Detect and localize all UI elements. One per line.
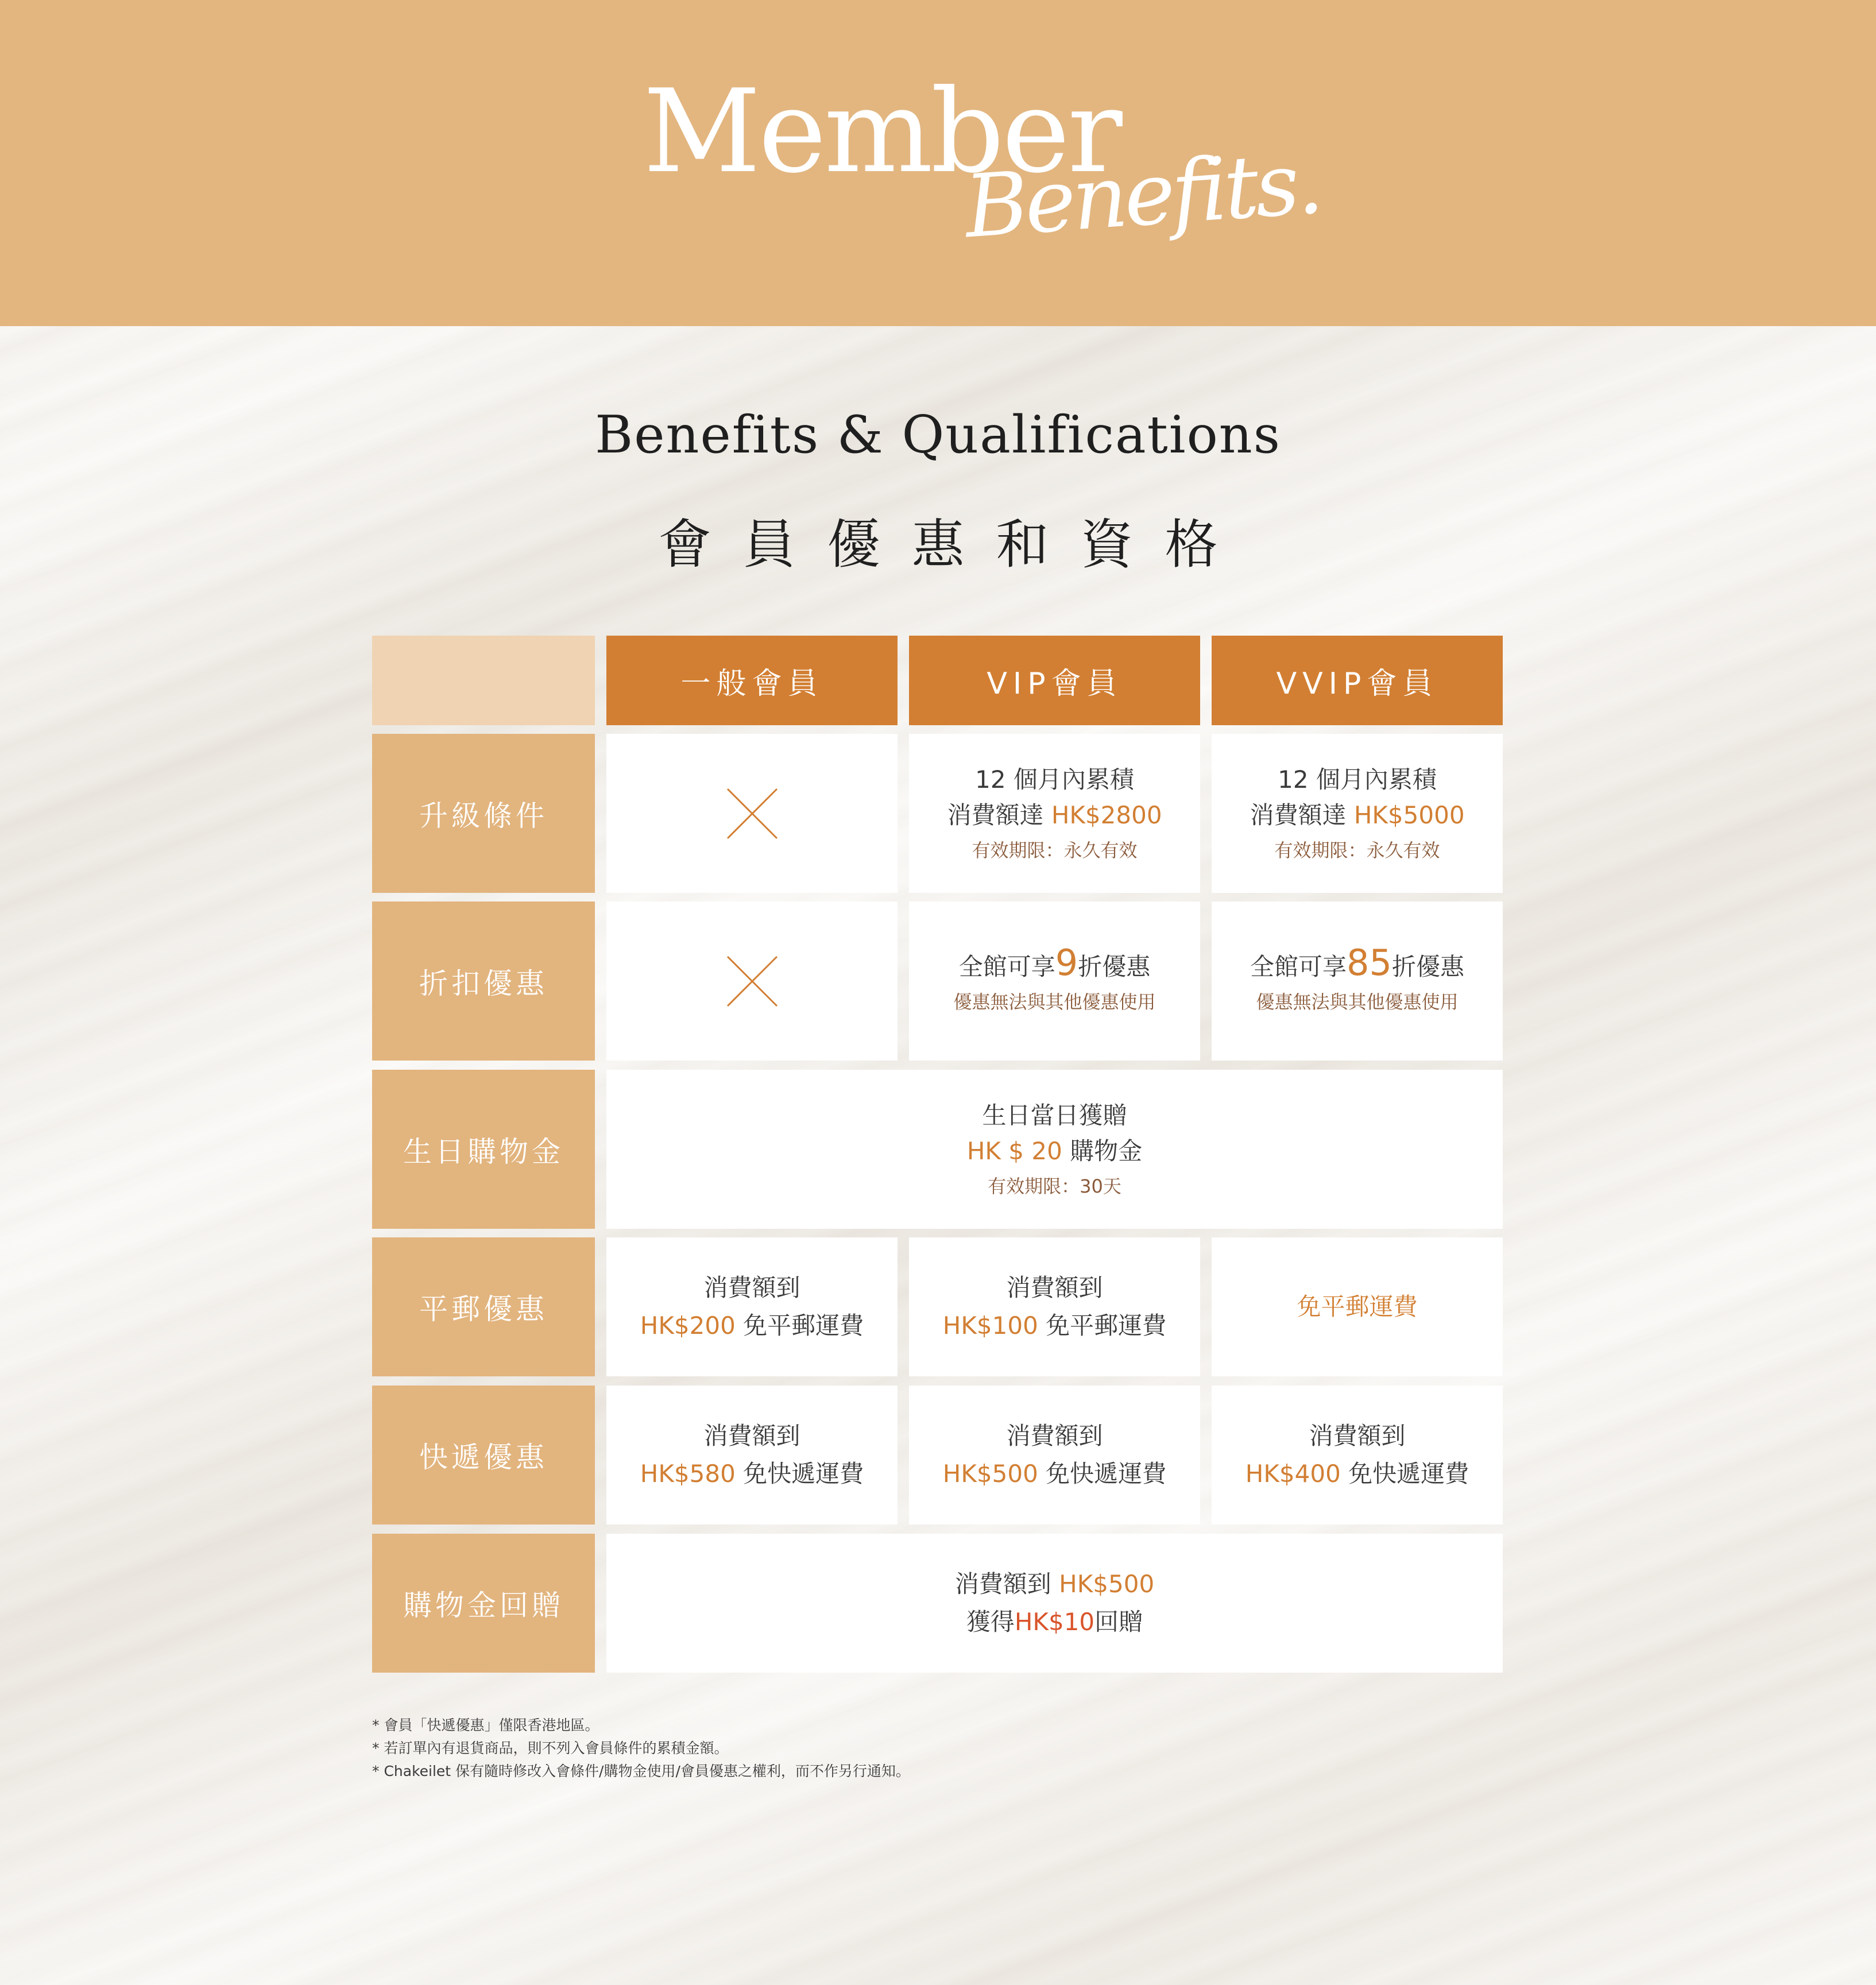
birthday-line1: 生日當日獲贈: [982, 1101, 1127, 1129]
express-vvip-amount: HK$400: [1245, 1460, 1341, 1488]
row-header-birthday: 生日購物金: [372, 1070, 595, 1229]
cell-discount-vvip: [1212, 901, 1503, 1061]
column-header-vip: VIP會員: [909, 636, 1200, 725]
mail-vip-line1: 消費額到: [1006, 1274, 1103, 1302]
cell-upgrade-general: [606, 734, 898, 893]
express-general-line2: HK$580 免快遞運費: [640, 1460, 864, 1488]
column-header-vvip: VVIP會員: [1212, 636, 1503, 725]
upgrade-vvip-note: 有效期限：永久有效: [1274, 839, 1440, 861]
cell-express-general: [606, 1386, 898, 1524]
discount-vip-note: 優惠無法與其他優惠使用: [953, 991, 1156, 1013]
cell-express-vvip: [1212, 1386, 1503, 1524]
discount-vvip-number: 85: [1347, 942, 1392, 984]
mail-vip-amount: HK$100: [942, 1311, 1038, 1340]
footnote-item: * Chakeilet 保有隨時修改入會條件/購物金使用/會員優惠之權利，而不作另行通知。: [372, 1763, 910, 1779]
upgrade-vip-amount: HK$2800: [1051, 800, 1162, 829]
express-vip-line1: 消費額到: [1006, 1422, 1103, 1450]
discount-vip-line: 全館可享9折優惠: [958, 942, 1151, 984]
cell-upgrade-vip: [909, 734, 1200, 893]
cell-mail-general: [606, 1237, 898, 1376]
mail-general-amount: HK$200: [640, 1311, 736, 1340]
express-general-amount: HK$580: [640, 1460, 736, 1488]
cell-express-vip: [909, 1386, 1200, 1524]
row-header-discount: 折扣優惠: [372, 901, 595, 1061]
header-script-title: Benefits.: [961, 133, 1324, 258]
cross-icon: [726, 955, 778, 1007]
section-title-en: Benefits & Qualifications: [595, 405, 1281, 465]
row-header-upgrade: 升級條件: [372, 734, 595, 893]
cell-upgrade-vvip: [1212, 734, 1503, 893]
rebate-threshold-amount: HK$500: [1059, 1570, 1155, 1598]
upgrade-vvip-line1: 12 個月內累積: [1278, 765, 1437, 794]
rebate-line1: 消費額到 HK$500: [954, 1570, 1155, 1598]
row-header-express: 快遞優惠: [372, 1386, 595, 1524]
upgrade-vvip-amount: HK$5000: [1353, 800, 1465, 829]
mail-vvip-text: 免平郵運費: [1297, 1293, 1418, 1321]
row-header-mail: 平郵優惠: [372, 1237, 595, 1376]
upgrade-vip-line1: 12 個月內累積: [975, 765, 1134, 794]
express-vip-line2: HK$500 免快遞運費: [942, 1460, 1167, 1488]
cell-mail-vvip: [1212, 1237, 1503, 1376]
section-title-zh: 會員優惠和資格: [658, 514, 1250, 575]
express-vvip-line1: 消費額到: [1309, 1422, 1406, 1450]
footnote-item: * 若訂單內有退貨商品，則不列入會員條件的累積金額。: [372, 1740, 729, 1756]
cell-discount-vip: [909, 901, 1200, 1061]
column-header-general: 一般會員: [606, 636, 898, 725]
birthday-amount: HK $ 20: [966, 1136, 1062, 1165]
header-banner: [0, 0, 1876, 326]
mail-vip-line2: HK$100 免平郵運費: [942, 1311, 1167, 1340]
cell-birthday-all: [606, 1070, 1503, 1229]
cross-icon: [726, 788, 778, 839]
footnote-item: * 會員「快遞優惠」僅限香港地區。: [372, 1717, 599, 1734]
mail-general-line1: 消費額到: [703, 1274, 800, 1302]
rebate-amount: HK$10: [1014, 1608, 1095, 1636]
footnotes: [372, 1714, 910, 1783]
discount-vvip-line: 全館可享85折優惠: [1250, 942, 1464, 984]
cell-mail-vip: [909, 1237, 1200, 1376]
upgrade-vip-line2: 消費額達 HK$2800: [947, 800, 1162, 829]
discount-vvip-note: 優惠無法與其他優惠使用: [1256, 991, 1459, 1013]
express-vip-amount: HK$500: [942, 1460, 1038, 1488]
upgrade-vip-note: 有效期限：永久有效: [972, 839, 1138, 861]
cell-discount-general: [606, 901, 898, 1061]
express-general-line1: 消費額到: [703, 1422, 800, 1450]
table-corner: [372, 636, 595, 725]
mail-general-line2: HK$200 免平郵運費: [640, 1311, 864, 1340]
cell-rebate-all: [606, 1534, 1503, 1673]
rebate-line2: 獲得HK$10回贈: [966, 1608, 1143, 1636]
header-title: Member: [643, 65, 1120, 199]
express-vvip-line2: HK$400 免快遞運費: [1245, 1460, 1469, 1488]
discount-vip-number: 9: [1055, 942, 1078, 984]
row-header-rebate: 購物金回贈: [372, 1534, 595, 1673]
birthday-note: 有效期限：30天: [988, 1175, 1121, 1197]
birthday-line2: HK $ 20 購物金: [966, 1136, 1143, 1165]
upgrade-vvip-line2: 消費額達 HK$5000: [1250, 800, 1465, 829]
